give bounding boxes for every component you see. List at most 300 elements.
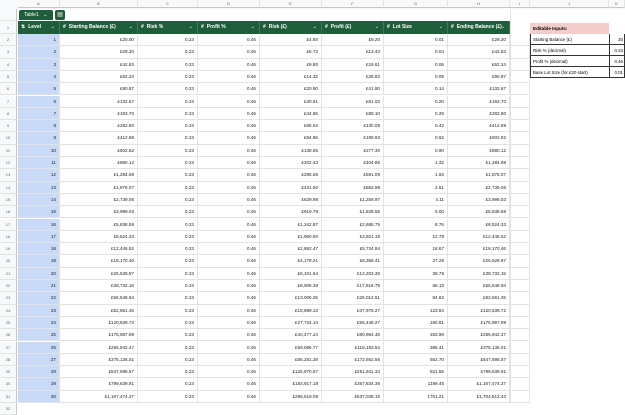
table-cell[interactable]: 263.98 bbox=[384, 329, 448, 341]
table-cell[interactable]: £38,732.15 bbox=[448, 268, 510, 280]
table-cell[interactable]: £1,167,474.27 bbox=[448, 378, 510, 390]
table-cell[interactable]: 19 bbox=[18, 255, 60, 267]
table-cell[interactable]: £537,038.16 bbox=[322, 391, 384, 403]
table-cell[interactable]: 3 bbox=[18, 59, 60, 71]
table-cell[interactable]: 24 bbox=[18, 317, 60, 329]
table-cell[interactable]: £5,838.58 bbox=[448, 206, 510, 218]
table-cell[interactable]: 0.14 bbox=[384, 83, 448, 95]
table-cell[interactable]: £880.12 bbox=[60, 157, 138, 169]
table-cell[interactable]: £29.20 bbox=[448, 34, 510, 46]
table-cell[interactable]: 0.20 bbox=[384, 96, 448, 108]
header-level[interactable] bbox=[18, 21, 60, 34]
table-cell[interactable]: £13.43 bbox=[322, 46, 384, 58]
table-cell[interactable]: 0.46 bbox=[198, 317, 260, 329]
table-cell[interactable]: £375,136.01 bbox=[60, 354, 138, 366]
table-cell[interactable]: 0.23 bbox=[138, 354, 198, 366]
table-cell[interactable]: 0.46 bbox=[198, 231, 260, 243]
table-cell[interactable]: £26,528.87 bbox=[448, 255, 510, 267]
empty-cell[interactable] bbox=[510, 108, 530, 120]
table-cell[interactable]: 0.46 bbox=[198, 182, 260, 194]
table-cell[interactable]: £56,548.94 bbox=[60, 292, 138, 304]
table-cell[interactable]: £20.00 bbox=[60, 34, 138, 46]
table-cell[interactable]: £80,954.48 bbox=[322, 329, 384, 341]
table-cell[interactable]: £172,562.56 bbox=[322, 354, 384, 366]
table-cell[interactable]: £256,942.47 bbox=[448, 329, 510, 341]
table-cell[interactable]: £799,639.91 bbox=[60, 378, 138, 390]
table-cell[interactable]: £4,179.21 bbox=[260, 255, 322, 267]
table-cell[interactable]: £4.60 bbox=[260, 34, 322, 46]
table-cell[interactable]: £130.09 bbox=[322, 120, 384, 132]
table-cell[interactable]: 0.23 bbox=[138, 366, 198, 378]
table-cell[interactable]: 0.09 bbox=[384, 71, 448, 83]
table-cell[interactable]: 0.23 bbox=[138, 305, 198, 317]
table-cell[interactable]: £82,561.45 bbox=[60, 305, 138, 317]
table-cell[interactable]: 20 bbox=[18, 268, 60, 280]
row-number[interactable]: 2 bbox=[0, 34, 17, 46]
table-cell[interactable]: 180.81 bbox=[384, 317, 448, 329]
table-cell[interactable]: £1,876.07 bbox=[448, 169, 510, 181]
table-cell[interactable]: £40,477.24 bbox=[260, 329, 322, 341]
table-cell[interactable]: 21 bbox=[18, 280, 60, 292]
table-cell[interactable]: £1,167,474.27 bbox=[60, 391, 138, 403]
empty-cell[interactable] bbox=[510, 243, 530, 255]
header-lot-size[interactable] bbox=[384, 21, 448, 34]
table-cell[interactable]: £799,639.91 bbox=[448, 366, 510, 378]
column-letter-h[interactable]: H bbox=[448, 0, 510, 8]
row-number[interactable]: 25 bbox=[0, 317, 17, 329]
table-cell[interactable]: £8,524.33 bbox=[448, 219, 510, 231]
row-number[interactable]: 18 bbox=[0, 231, 17, 243]
empty-cell[interactable] bbox=[510, 157, 530, 169]
empty-cell[interactable] bbox=[510, 120, 530, 132]
row-number[interactable]: 15 bbox=[0, 194, 17, 206]
header-risk[interactable] bbox=[260, 21, 322, 34]
table-cell[interactable]: 0.23 bbox=[138, 46, 198, 58]
row-number[interactable]: 6 bbox=[0, 83, 17, 95]
empty-cell[interactable] bbox=[510, 391, 530, 403]
table-cell[interactable]: 8 bbox=[18, 120, 60, 132]
table-cell[interactable]: 0.23 bbox=[138, 206, 198, 218]
column-letter-a[interactable]: A bbox=[18, 0, 60, 8]
table-cell[interactable]: £2,739.06 bbox=[448, 182, 510, 194]
row-number[interactable]: 26 bbox=[0, 329, 17, 341]
table-cell[interactable]: £29.20 bbox=[60, 46, 138, 58]
table-cell[interactable]: 0.23 bbox=[138, 378, 198, 390]
empty-cell[interactable] bbox=[510, 46, 530, 58]
row-number[interactable]: 5 bbox=[0, 71, 17, 83]
table-view-icon[interactable]: ▤ bbox=[55, 10, 65, 20]
column-letter-f[interactable]: F bbox=[322, 0, 384, 8]
table-cell[interactable]: 0.46 bbox=[198, 378, 260, 390]
input-value-cell[interactable]: 20 bbox=[609, 34, 625, 45]
table-cell[interactable]: 0.23 bbox=[138, 108, 198, 120]
row-number[interactable]: 29 bbox=[0, 366, 17, 378]
table-cell[interactable]: 123.84 bbox=[384, 305, 448, 317]
empty-cell[interactable] bbox=[510, 132, 530, 144]
table-cell[interactable]: £9.20 bbox=[322, 34, 384, 46]
table-cell[interactable]: £1,704,512.43 bbox=[448, 391, 510, 403]
row-number[interactable]: 22 bbox=[0, 280, 17, 292]
table-cell[interactable]: £277.30 bbox=[322, 145, 384, 157]
table-cell[interactable]: £62.24 bbox=[60, 71, 138, 83]
table-cell[interactable]: 0.23 bbox=[138, 317, 198, 329]
table-cell[interactable]: £175,987.99 bbox=[60, 329, 138, 341]
table-cell[interactable]: £19.61 bbox=[322, 59, 384, 71]
empty-cell[interactable] bbox=[510, 280, 530, 292]
row-number[interactable]: 19 bbox=[0, 243, 17, 255]
column-letter-g[interactable]: G bbox=[384, 0, 448, 8]
table-cell[interactable]: £5,838.58 bbox=[60, 219, 138, 231]
chevron-down-icon[interactable]: ⌄ bbox=[500, 24, 505, 30]
row-number[interactable]: 16 bbox=[0, 206, 17, 218]
row-number[interactable]: 21 bbox=[0, 268, 17, 280]
table-cell[interactable]: £3,921.19 bbox=[322, 231, 384, 243]
table-cell[interactable]: £12,445.52 bbox=[60, 243, 138, 255]
table-cell[interactable]: £30.51 bbox=[260, 96, 322, 108]
table-cell[interactable]: 0.46 bbox=[198, 219, 260, 231]
table-cell[interactable]: 0.23 bbox=[138, 280, 198, 292]
column-letter-e[interactable]: E bbox=[260, 0, 322, 8]
table-cell[interactable]: 84.82 bbox=[384, 292, 448, 304]
input-value-cell[interactable]: 0.46 bbox=[609, 56, 625, 67]
table-cell[interactable]: £118,193.54 bbox=[322, 342, 384, 354]
table-cell[interactable]: £5,724.94 bbox=[322, 243, 384, 255]
table-cell[interactable]: 14 bbox=[18, 194, 60, 206]
table-cell[interactable]: £27,724.14 bbox=[260, 317, 322, 329]
table-cell[interactable]: £26,012.51 bbox=[322, 292, 384, 304]
column-letter-b[interactable]: B bbox=[60, 0, 138, 8]
table-cell[interactable]: 0.23 bbox=[138, 194, 198, 206]
row-number[interactable]: 13 bbox=[0, 169, 17, 181]
empty-cell[interactable] bbox=[510, 194, 530, 206]
table-cell[interactable]: 0.46 bbox=[198, 354, 260, 366]
header-starting-balance[interactable] bbox=[60, 21, 138, 34]
table-cell[interactable]: £6.72 bbox=[260, 46, 322, 58]
table-cell[interactable]: 0.46 bbox=[198, 342, 260, 354]
table-cell[interactable]: 0.46 bbox=[198, 243, 260, 255]
table-cell[interactable]: £6,101.64 bbox=[260, 268, 322, 280]
table-cell[interactable]: 7 bbox=[18, 108, 60, 120]
table-cell[interactable]: 11 bbox=[18, 157, 60, 169]
table-cell[interactable]: £12,445.52 bbox=[448, 231, 510, 243]
table-cell[interactable]: 2.81 bbox=[384, 182, 448, 194]
empty-cell[interactable] bbox=[510, 96, 530, 108]
row-number[interactable]: 9 bbox=[0, 120, 17, 132]
table-cell[interactable]: 0.46 bbox=[198, 366, 260, 378]
table-cell[interactable]: £591.09 bbox=[322, 169, 384, 181]
table-cell[interactable]: £202.43 bbox=[260, 157, 322, 169]
table-cell[interactable]: £547,698.57 bbox=[448, 354, 510, 366]
table-cell[interactable]: 0.23 bbox=[138, 157, 198, 169]
table-cell[interactable]: 0.23 bbox=[138, 120, 198, 132]
table-cell[interactable]: 17 bbox=[18, 231, 60, 243]
table-cell[interactable]: 12.79 bbox=[384, 231, 448, 243]
table-cell[interactable]: 1 bbox=[18, 34, 60, 46]
empty-cell[interactable] bbox=[510, 83, 530, 95]
empty-cell[interactable] bbox=[510, 219, 530, 231]
table-cell[interactable]: 6.00 bbox=[384, 206, 448, 218]
column-letter-j[interactable]: J bbox=[530, 0, 609, 8]
table-cell[interactable]: £89.10 bbox=[322, 108, 384, 120]
input-value-cell[interactable]: 0.01 bbox=[609, 67, 625, 78]
table-cell[interactable]: £602.82 bbox=[448, 132, 510, 144]
table-cell[interactable]: £183,917.18 bbox=[260, 378, 322, 390]
table-cell[interactable]: 0.46 bbox=[198, 145, 260, 157]
table-cell[interactable]: 562.70 bbox=[384, 354, 448, 366]
table-cell[interactable]: 1.93 bbox=[384, 169, 448, 181]
table-cell[interactable]: £18,989.13 bbox=[260, 305, 322, 317]
table-cell[interactable]: 2 bbox=[18, 46, 60, 58]
table-cell[interactable]: £38,732.15 bbox=[60, 280, 138, 292]
table-cell[interactable]: £282.80 bbox=[448, 108, 510, 120]
table-cell[interactable]: £602.82 bbox=[60, 145, 138, 157]
table-cell[interactable]: 0.23 bbox=[138, 231, 198, 243]
row-number[interactable]: 4 bbox=[0, 59, 17, 71]
chevron-down-icon[interactable]: ⌄ bbox=[374, 24, 379, 30]
table-cell[interactable]: 8.76 bbox=[384, 219, 448, 231]
table-cell[interactable]: £120,539.72 bbox=[60, 317, 138, 329]
table-cell[interactable]: 0.23 bbox=[138, 83, 198, 95]
chevron-down-icon[interactable]: ⌄ bbox=[438, 24, 443, 30]
table-cell[interactable]: 385.41 bbox=[384, 342, 448, 354]
table-cell[interactable]: £8,524.33 bbox=[60, 231, 138, 243]
table-cell[interactable]: 0.46 bbox=[198, 280, 260, 292]
table-cell[interactable]: 0.46 bbox=[198, 255, 260, 267]
table-cell[interactable]: 39.79 bbox=[384, 268, 448, 280]
table-cell[interactable]: £61.03 bbox=[322, 96, 384, 108]
table-cell[interactable]: 0.42 bbox=[384, 120, 448, 132]
table-cell[interactable]: £90.87 bbox=[60, 83, 138, 95]
table-cell[interactable]: 0.23 bbox=[138, 182, 198, 194]
table-cell[interactable]: 10 bbox=[18, 145, 60, 157]
table-cell[interactable]: 0.90 bbox=[384, 145, 448, 157]
chevron-down-icon[interactable]: ⌄ bbox=[50, 24, 55, 30]
table-cell[interactable]: £138.65 bbox=[260, 145, 322, 157]
empty-cell[interactable] bbox=[510, 255, 530, 267]
table-cell[interactable]: 0.04 bbox=[384, 46, 448, 58]
table-cell[interactable]: £132.67 bbox=[448, 83, 510, 95]
table-cell[interactable]: 30 bbox=[18, 391, 60, 403]
header-profit[interactable] bbox=[198, 21, 260, 34]
table-cell[interactable]: £8,908.39 bbox=[260, 280, 322, 292]
table-cell[interactable]: £14.32 bbox=[260, 71, 322, 83]
table-cell[interactable]: 0.23 bbox=[138, 34, 198, 46]
empty-cell[interactable] bbox=[510, 231, 530, 243]
table-cell[interactable]: £282.80 bbox=[60, 120, 138, 132]
table-cell[interactable]: 9 bbox=[18, 132, 60, 144]
empty-cell[interactable] bbox=[510, 169, 530, 181]
empty-cell[interactable] bbox=[510, 59, 530, 71]
row-number[interactable]: 12 bbox=[0, 157, 17, 169]
table-cell[interactable]: £37,978.27 bbox=[322, 305, 384, 317]
table-cell[interactable]: 0.23 bbox=[138, 268, 198, 280]
table-cell[interactable]: 25 bbox=[18, 329, 60, 341]
table-cell[interactable]: 0.46 bbox=[198, 292, 260, 304]
table-cell[interactable]: 0.23 bbox=[138, 96, 198, 108]
row-number[interactable]: 30 bbox=[0, 378, 17, 390]
table-cell[interactable]: 0.46 bbox=[198, 34, 260, 46]
table-cell[interactable]: £412.89 bbox=[60, 132, 138, 144]
row-number[interactable]: 27 bbox=[0, 342, 17, 354]
table-cell[interactable]: £629.98 bbox=[260, 194, 322, 206]
table-cell[interactable]: 0.46 bbox=[198, 305, 260, 317]
table-cell[interactable]: £8,358.41 bbox=[322, 255, 384, 267]
header-profit[interactable] bbox=[322, 21, 384, 34]
empty-cell[interactable] bbox=[510, 342, 530, 354]
table-cell[interactable]: 22 bbox=[18, 292, 60, 304]
table-cell[interactable]: £18,170.46 bbox=[60, 255, 138, 267]
table-cell[interactable]: £1,876.07 bbox=[60, 182, 138, 194]
table-cell[interactable]: £431.50 bbox=[260, 182, 322, 194]
row-number[interactable]: 8 bbox=[0, 108, 17, 120]
table-cell[interactable]: 27 bbox=[18, 354, 60, 366]
table-cell[interactable]: 0.23 bbox=[138, 145, 198, 157]
table-cell[interactable]: £132.67 bbox=[60, 96, 138, 108]
table-cell[interactable]: £28.63 bbox=[322, 71, 384, 83]
table-cell[interactable]: £1,259.97 bbox=[322, 194, 384, 206]
column-letter-i[interactable]: I bbox=[510, 0, 530, 8]
table-cell[interactable]: 0.46 bbox=[198, 108, 260, 120]
table-cell[interactable]: £86,281.28 bbox=[260, 354, 322, 366]
row-number[interactable]: 11 bbox=[0, 145, 17, 157]
table-cell[interactable]: £2,862.47 bbox=[260, 243, 322, 255]
table-cell[interactable]: 0.06 bbox=[384, 59, 448, 71]
row-number[interactable]: 3 bbox=[0, 46, 17, 58]
table-cell[interactable]: 18 bbox=[18, 243, 60, 255]
table-cell[interactable]: £251,941.34 bbox=[322, 366, 384, 378]
table-cell[interactable]: £9.80 bbox=[260, 59, 322, 71]
table-cell[interactable]: £1,839.55 bbox=[322, 206, 384, 218]
input-value-cell[interactable]: 0.23 bbox=[609, 45, 625, 56]
table-cell[interactable]: £862.99 bbox=[322, 182, 384, 194]
table-cell[interactable]: £375,136.01 bbox=[448, 342, 510, 354]
table-cell[interactable]: 1199.46 bbox=[384, 378, 448, 390]
table-cell[interactable]: £189.93 bbox=[322, 132, 384, 144]
table-cell[interactable]: 4 bbox=[18, 71, 60, 83]
table-cell[interactable]: £1,960.60 bbox=[260, 231, 322, 243]
empty-cell[interactable] bbox=[510, 292, 530, 304]
table-cell[interactable]: £59,096.77 bbox=[260, 342, 322, 354]
table-cell[interactable]: 0.23 bbox=[138, 329, 198, 341]
table-cell[interactable]: 0.23 bbox=[138, 243, 198, 255]
empty-cell[interactable] bbox=[510, 268, 530, 280]
empty-cell[interactable] bbox=[510, 71, 530, 83]
header-risk[interactable] bbox=[138, 21, 198, 34]
table-cell[interactable]: £26,528.87 bbox=[60, 268, 138, 280]
table-cell[interactable]: £3,999.03 bbox=[448, 194, 510, 206]
table-cell[interactable]: 6 bbox=[18, 96, 60, 108]
empty-cell[interactable] bbox=[510, 366, 530, 378]
table-cell[interactable]: £82,561.45 bbox=[448, 292, 510, 304]
empty-cell[interactable] bbox=[510, 34, 530, 46]
chevron-down-icon[interactable]: ⌄ bbox=[128, 24, 133, 30]
column-letter-c[interactable]: C bbox=[138, 0, 198, 8]
table-cell[interactable]: 27.26 bbox=[384, 255, 448, 267]
row-number[interactable]: 17 bbox=[0, 219, 17, 231]
row-number[interactable]: 24 bbox=[0, 305, 17, 317]
table-cell[interactable]: 0.46 bbox=[198, 194, 260, 206]
table-cell[interactable]: 12 bbox=[18, 169, 60, 181]
table-cell[interactable]: £1,342.87 bbox=[260, 219, 322, 231]
empty-cell[interactable] bbox=[510, 329, 530, 341]
table-cell[interactable]: £42.63 bbox=[448, 46, 510, 58]
row-number[interactable]: 14 bbox=[0, 182, 17, 194]
table-cell[interactable]: 23 bbox=[18, 305, 60, 317]
table-cell[interactable]: 0.46 bbox=[198, 206, 260, 218]
table-cell[interactable]: 0.46 bbox=[198, 96, 260, 108]
table-cell[interactable]: £412.89 bbox=[448, 120, 510, 132]
row-number[interactable]: 32 bbox=[0, 403, 17, 415]
table-cell[interactable]: £256,942.47 bbox=[60, 342, 138, 354]
empty-cell[interactable] bbox=[510, 206, 530, 218]
table-cell[interactable]: £17,816.79 bbox=[322, 280, 384, 292]
table-cell[interactable]: £1,284.98 bbox=[448, 157, 510, 169]
table-cell[interactable]: 0.46 bbox=[198, 391, 260, 403]
empty-cell[interactable] bbox=[510, 182, 530, 194]
empty-cell[interactable] bbox=[510, 378, 530, 390]
table-cell[interactable]: £404.86 bbox=[322, 157, 384, 169]
table-cell[interactable]: 0.23 bbox=[138, 219, 198, 231]
table-name-tab[interactable] bbox=[19, 10, 53, 20]
table-cell[interactable]: £880.12 bbox=[448, 145, 510, 157]
table-cell[interactable]: 0.46 bbox=[198, 59, 260, 71]
chevron-down-icon[interactable]: ⌄ bbox=[188, 24, 193, 30]
table-cell[interactable]: £3,999.03 bbox=[60, 206, 138, 218]
column-letter-k[interactable]: K bbox=[609, 0, 625, 8]
table-cell[interactable]: 0.46 bbox=[198, 268, 260, 280]
table-cell[interactable]: 26 bbox=[18, 342, 60, 354]
empty-cell[interactable] bbox=[510, 317, 530, 329]
table-cell[interactable]: 0.46 bbox=[198, 120, 260, 132]
table-cell[interactable]: £65.04 bbox=[260, 120, 322, 132]
table-cell[interactable]: 0.23 bbox=[138, 391, 198, 403]
empty-cell[interactable] bbox=[510, 305, 530, 317]
table-cell[interactable]: £62.24 bbox=[448, 59, 510, 71]
table-cell[interactable]: 4.11 bbox=[384, 194, 448, 206]
table-cell[interactable]: 0.46 bbox=[198, 46, 260, 58]
row-number[interactable]: 1 bbox=[0, 21, 17, 34]
table-cell[interactable]: 821.55 bbox=[384, 366, 448, 378]
table-cell[interactable]: 0.46 bbox=[198, 71, 260, 83]
table-cell[interactable]: 5 bbox=[18, 83, 60, 95]
row-number[interactable]: 10 bbox=[0, 132, 17, 144]
column-letter-d[interactable]: D bbox=[198, 0, 260, 8]
table-cell[interactable]: £125,970.67 bbox=[260, 366, 322, 378]
table-cell[interactable]: £547,698.57 bbox=[60, 366, 138, 378]
table-cell[interactable]: £193.70 bbox=[448, 96, 510, 108]
table-cell[interactable]: 13 bbox=[18, 182, 60, 194]
table-cell[interactable]: £90.87 bbox=[448, 71, 510, 83]
table-cell[interactable]: £193.70 bbox=[60, 108, 138, 120]
table-cell[interactable]: £295.55 bbox=[260, 169, 322, 181]
table-cell[interactable]: 0.23 bbox=[138, 292, 198, 304]
row-number[interactable]: 7 bbox=[0, 96, 17, 108]
table-cell[interactable]: 29 bbox=[18, 378, 60, 390]
table-cell[interactable]: 28 bbox=[18, 366, 60, 378]
table-cell[interactable]: 0.23 bbox=[138, 132, 198, 144]
row-number[interactable] bbox=[0, 9, 17, 21]
table-cell[interactable]: 15 bbox=[18, 206, 60, 218]
table-cell[interactable]: 18.67 bbox=[384, 243, 448, 255]
empty-cell[interactable] bbox=[510, 145, 530, 157]
table-cell[interactable]: £12,203.28 bbox=[322, 268, 384, 280]
table-cell[interactable]: £56,548.94 bbox=[448, 280, 510, 292]
table-cell[interactable]: £55,448.27 bbox=[322, 317, 384, 329]
table-cell[interactable]: 0.23 bbox=[138, 71, 198, 83]
table-cell[interactable]: £44.55 bbox=[260, 108, 322, 120]
row-number[interactable]: 31 bbox=[0, 391, 17, 403]
table-cell[interactable]: £13,006.26 bbox=[260, 292, 322, 304]
